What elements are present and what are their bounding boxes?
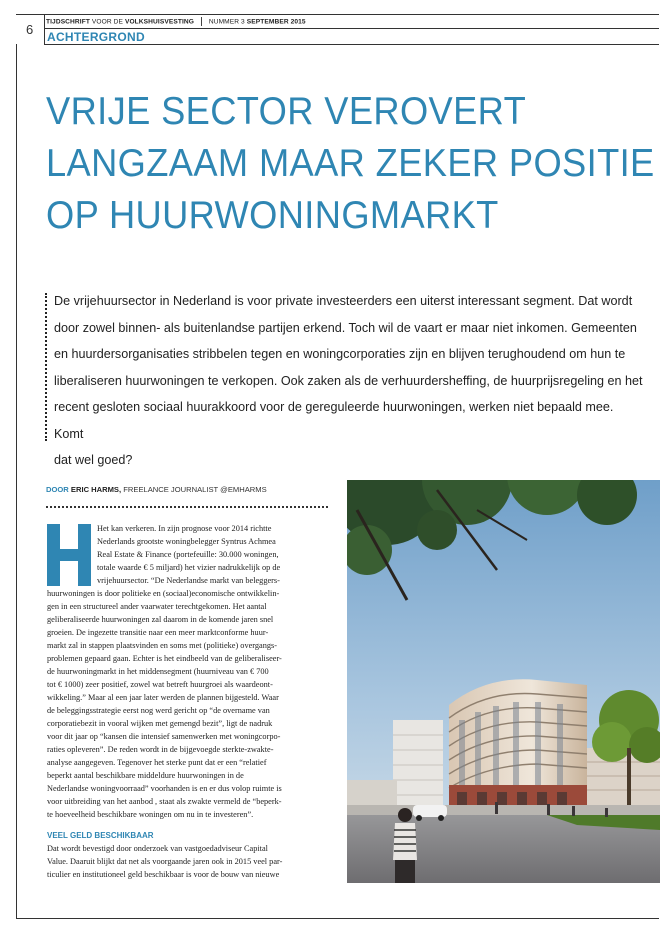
intro-line: liberaliseren huurwoningen te verkopen. Ook zaken als de verhuurdersheffing, de huurprijsregeling en het: [54, 373, 643, 388]
byline-author: ERIC HARMS,: [70, 485, 122, 494]
header-rule-middle: [44, 28, 659, 29]
header-rule-bottom: [44, 44, 659, 45]
byline: [46, 485, 267, 494]
byline-door: DOOR: [46, 485, 69, 494]
article-line: tot € 1000) zeer positief, zowel wat betreft huurgroei als waardeont-: [47, 680, 273, 689]
intro-line: door zowel binnen- als buitenlandse partijen erkend. Toch wil de vaart er maar niet inkomen. Gemeenten: [54, 320, 637, 335]
article-line: Nederlandse woningvoorraad” voorhanden is en er dus volop ruimte is: [47, 784, 282, 793]
issue-number: NUMMER 3: [208, 18, 245, 26]
page-frame-left: [16, 44, 17, 918]
journal-name: VOLKSHUISVESTING: [124, 18, 194, 26]
headline: [46, 86, 655, 242]
article-line: markt zal in stappen plaatsvinden en soms met (politieke) overgangs-: [47, 641, 278, 650]
article-line: Real Estate & Finance (portefeuille: 30.000 woningen,: [97, 550, 279, 559]
intro-line: dat wel goed?: [54, 453, 133, 467]
issue-date: SEPTEMBER 2015: [246, 18, 306, 26]
page-number: 6: [26, 22, 34, 37]
article-line: totale waarde € 5 miljard) het vizier nadrukkelijk op de: [97, 563, 281, 572]
journal-mid: VOOR DE: [91, 18, 124, 26]
article-line: geliberaliseerde huurwoningen zal daarom in de komende jaren snel: [47, 615, 274, 624]
byline-dotted-rule: [46, 506, 328, 508]
article-line: analyse aangegeven. Tegenover het sterke punt dat er een “relatief: [47, 758, 267, 767]
article-line: raties opleveren”. De reden wordt in de bijgevoegde sterkte-zwakte-: [47, 745, 274, 754]
journal-masthead: [46, 17, 306, 26]
article-line: problemen gepaard gaan. Echter is het eindbeeld van de geliberaliseer-: [47, 654, 282, 663]
article-line: ticulier en institutioneel geld beschikbaar is voor de bouw van nieuwe: [47, 870, 280, 879]
header-rule-top: [16, 14, 659, 15]
journal-prefix: TIJDSCHRIFT: [46, 18, 90, 26]
article-line: groeien. De ingezette transitie naar een meer marktconforme huur-: [47, 628, 269, 637]
building-rendering-image: [347, 480, 660, 883]
article-line: te hoeveelheid beschikbare woningen om nu in te investeren”.: [47, 810, 254, 819]
paragraph-gap: [47, 821, 329, 829]
article-line: beperkt aantal beschikbare middeldure huurwoningen in de: [47, 771, 244, 780]
byline-role: FREELANCE JOURNALIST @EMHARMS: [123, 485, 267, 494]
article-line: corporatiebezit in vooral wijken met gemengd bezit”, ligt de nadruk: [47, 719, 273, 728]
article-line: gen in een structureel ander vaarwater terechtgekomen. Het aantal: [47, 602, 267, 611]
article-line: Value. Daaruit blijkt dat net als voorgaande jaren ook in 2015 veel par-: [47, 857, 283, 866]
intro-line: De vrijehuursector in Nederland is voor private investeerders een uiterst interessant segment. Dat wordt: [54, 294, 633, 308]
intro-paragraph: [54, 288, 644, 474]
article-line: Dat wordt bevestigd door onderzoek van vastgoedadviseur Capital: [47, 844, 268, 853]
article-line: vrijehuursector. “De Nederlandse markt van beleggers-: [97, 576, 280, 585]
article-line: de huurwoningmarkt in het middensegment (huurniveau van € 700: [47, 667, 269, 676]
masthead-separator: [201, 17, 202, 26]
article-line: voor dit jaar op “kansen die intensief samenwerken met woningcorpo-: [47, 732, 281, 741]
article-line: de beleggingsstrategie eerst nog werd gericht op “de overname van: [47, 706, 270, 715]
intro-dotted-bar: [45, 293, 47, 441]
article-line: Het kan verkeren. In zijn prognose voor 2014 richtte: [97, 524, 272, 533]
intro-line: en huurdersorganisaties stribbelen tegen en woningcorporaties zijn en blijven terughoudend om hun te: [54, 347, 626, 361]
header-divider-vertical: [44, 14, 45, 44]
article-line: voor uitbreiding van het aanbod , staat als zwakte vermeld de “beperk-: [47, 797, 282, 806]
article-line: huurwoningen is door politieke en (sociaal)economische ontwikkelin-: [47, 589, 280, 598]
headline-line-2: LANGZAAM MAAR ZEKER POSITIE: [46, 142, 655, 185]
intro-line: recent gesloten sociaal huurakkoord voor de gereguleerde huurwoningen, werken niet bepaald mee. Komt: [54, 400, 614, 441]
headline-line-3: OP HUURWONINGMARKT: [46, 194, 499, 237]
page-frame-bottom: [16, 918, 659, 919]
article-body: [47, 522, 329, 881]
article-subhead: VEEL GELD BESCHIKBAAR: [47, 831, 154, 840]
section-label: ACHTERGROND: [47, 30, 145, 44]
article-line: Nederlands grootste woningbelegger Syntrus Achmea: [97, 537, 276, 546]
headline-line-1: VRIJE SECTOR VEROVERT: [46, 90, 527, 133]
article-line: wikkeling.” Maar al een jaar later werden de plannen bijgesteld. Waar: [47, 693, 279, 702]
